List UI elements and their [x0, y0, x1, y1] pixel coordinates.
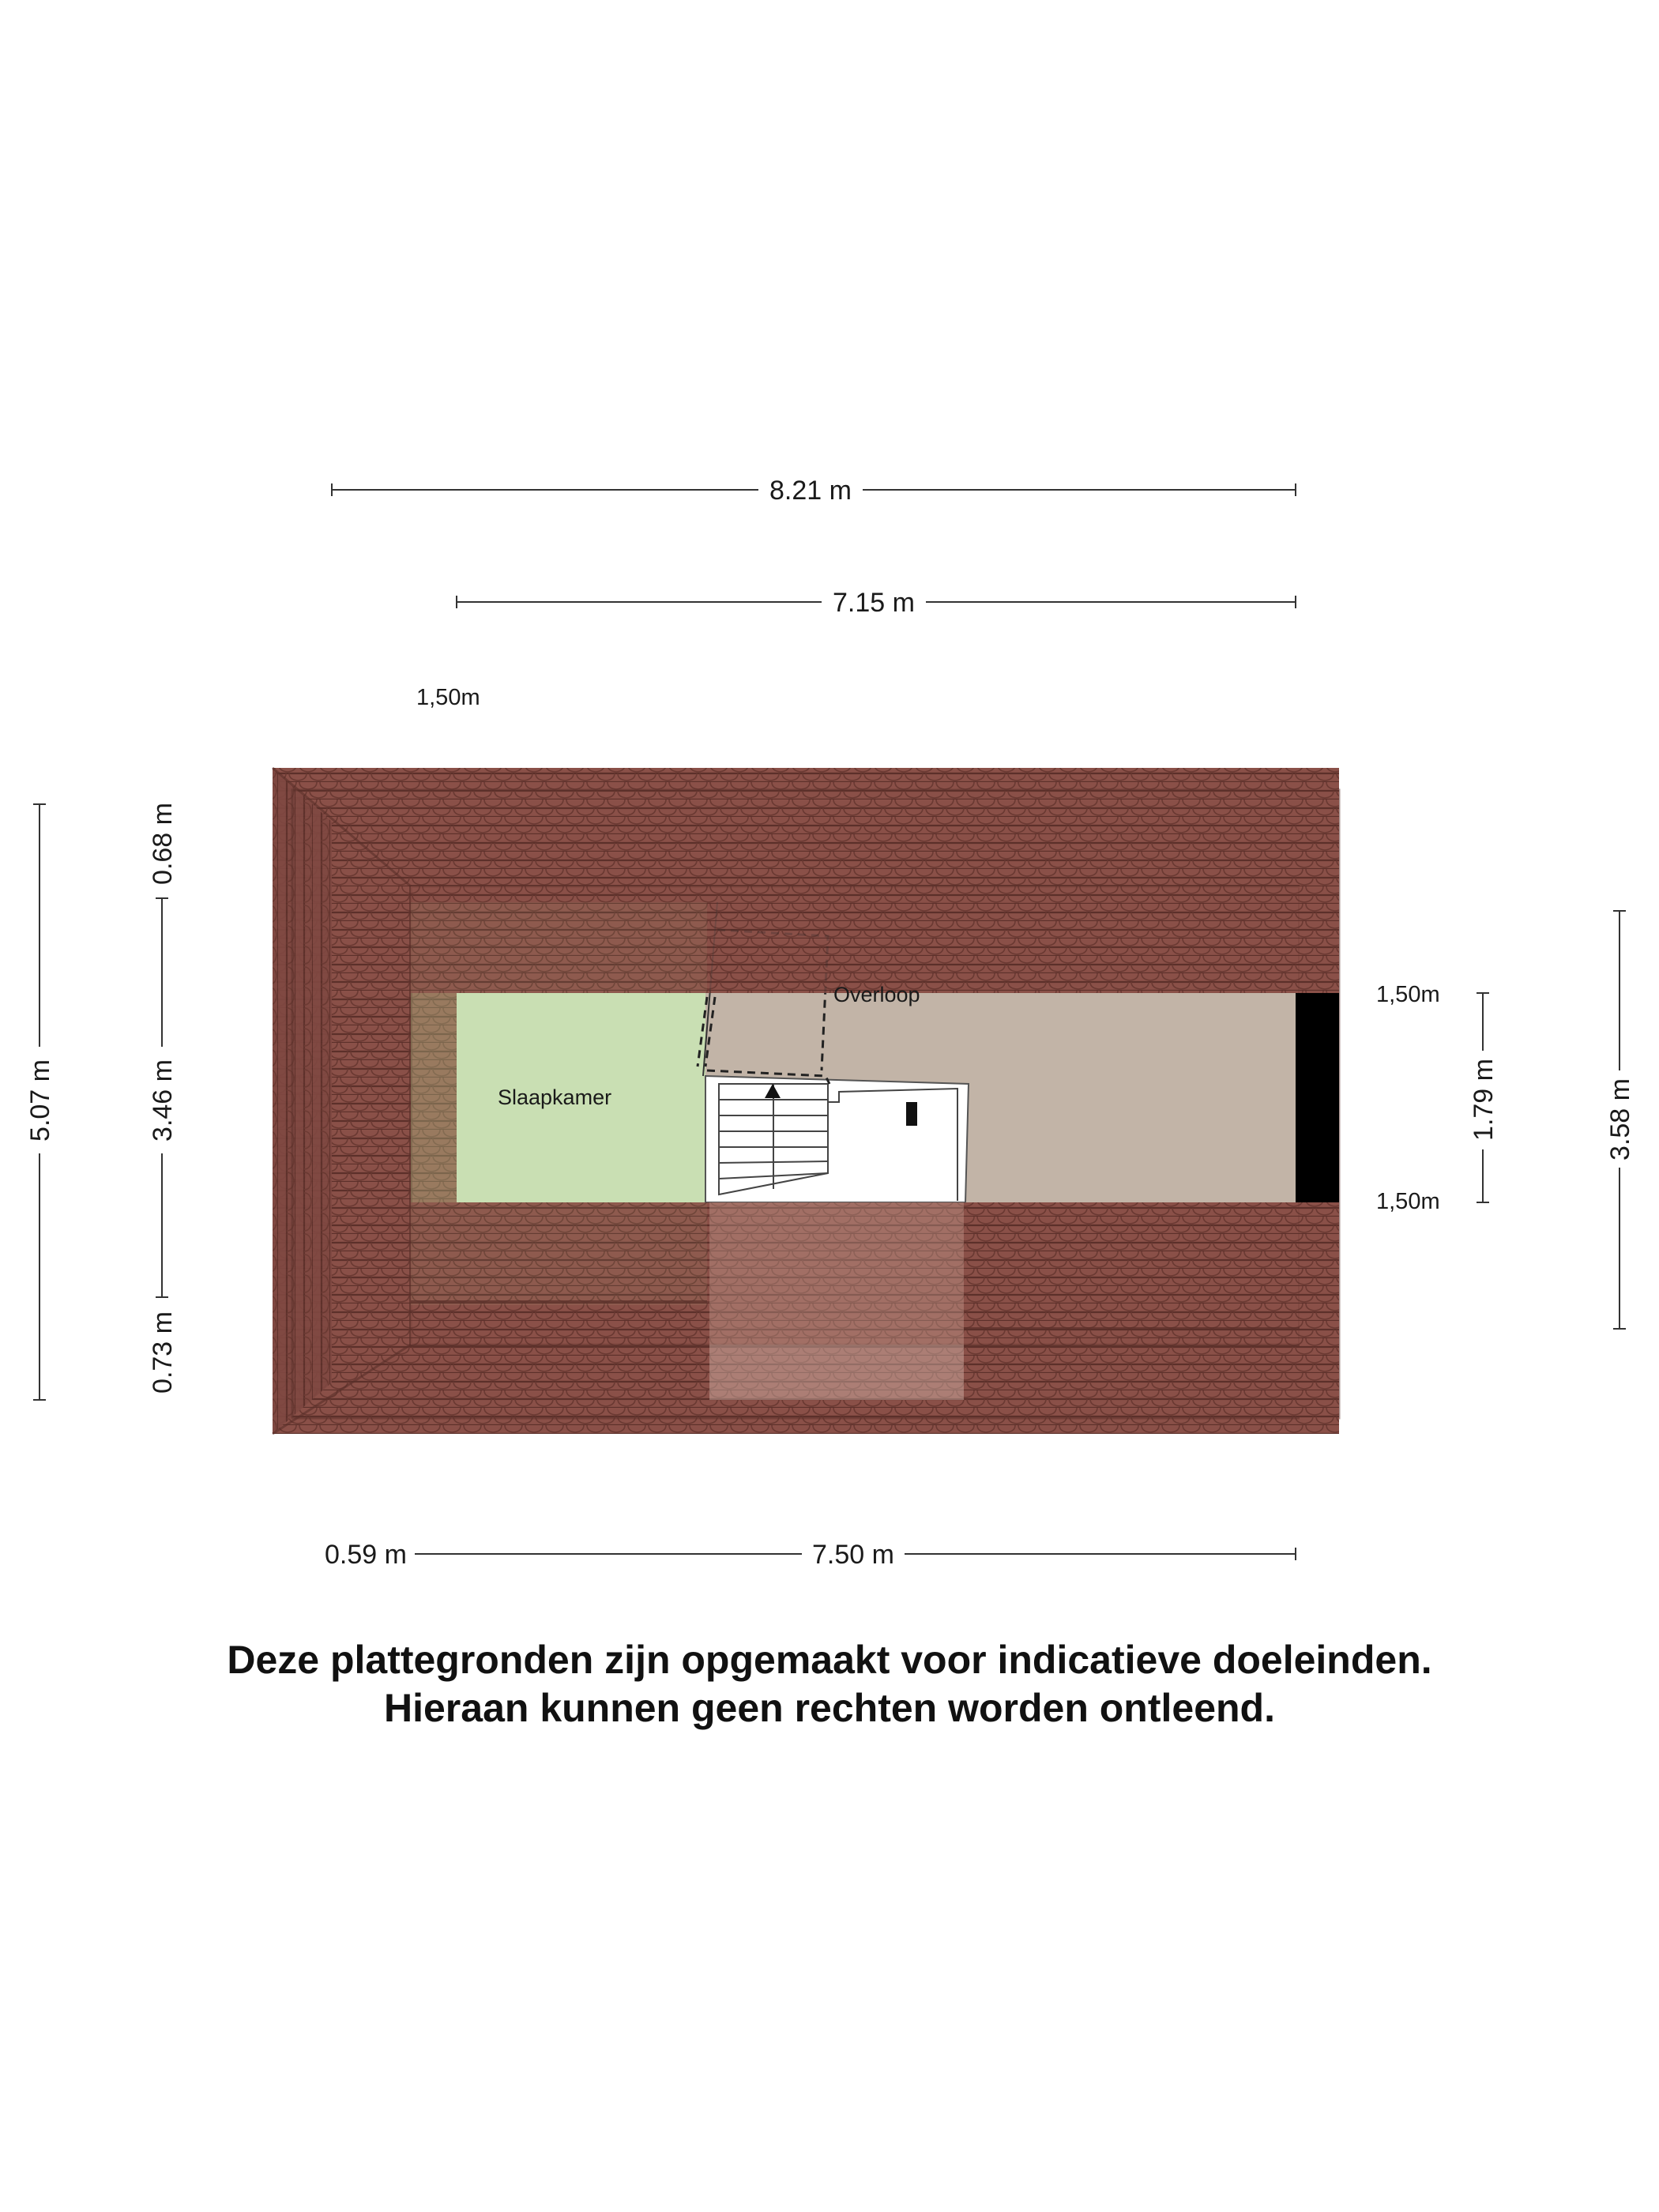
landing-label: Overloop: [833, 983, 920, 1006]
dim-label-right-inner: 1.79 m: [1469, 1059, 1499, 1141]
dim-label-bottom-left: 0.59 m: [325, 1540, 407, 1570]
hatch-marker: [906, 1102, 917, 1126]
roof-left-hip: [273, 768, 332, 1434]
stair-hall: [705, 1076, 969, 1202]
dim-label-left-middle: 3.46 m: [148, 1059, 178, 1142]
dim-label-left-total: 5.07 m: [25, 1059, 55, 1142]
dim-label-bottom-main: 7.50 m: [812, 1540, 894, 1570]
roof-band-bottom-right: [1300, 1202, 1339, 1434]
roof-dormer-lower-extension: [709, 1202, 964, 1400]
dim-label-right-note-bottom: 1,50m: [1376, 1189, 1440, 1214]
dim-label-left-bottom: 0.73 m: [148, 1311, 178, 1394]
dim-label-top-total: 8.21 m: [769, 476, 852, 506]
dim-label-top-inner: 7.15 m: [833, 588, 915, 618]
bedroom-label: Slaapkamer: [498, 1085, 612, 1109]
roof-band-top-right: [1300, 768, 1339, 993]
roof-band-top: [411, 886, 1300, 993]
dormer-end-wall: [1296, 993, 1339, 1202]
disclaimer-line-2: Hieraan kunnen geen rechten worden ontleend.: [384, 1686, 1275, 1730]
disclaimer-line-1: Deze plattegronden zijn opgemaakt voor indicatieve doeleinden.: [227, 1638, 1432, 1682]
dim-label-top-left-note: 1,50m: [416, 685, 480, 710]
dim-label-right-total: 3.58 m: [1605, 1078, 1635, 1161]
dim-label-left-top: 0.68 m: [148, 803, 178, 885]
dim-label-right-note-top: 1,50m: [1376, 982, 1440, 1007]
